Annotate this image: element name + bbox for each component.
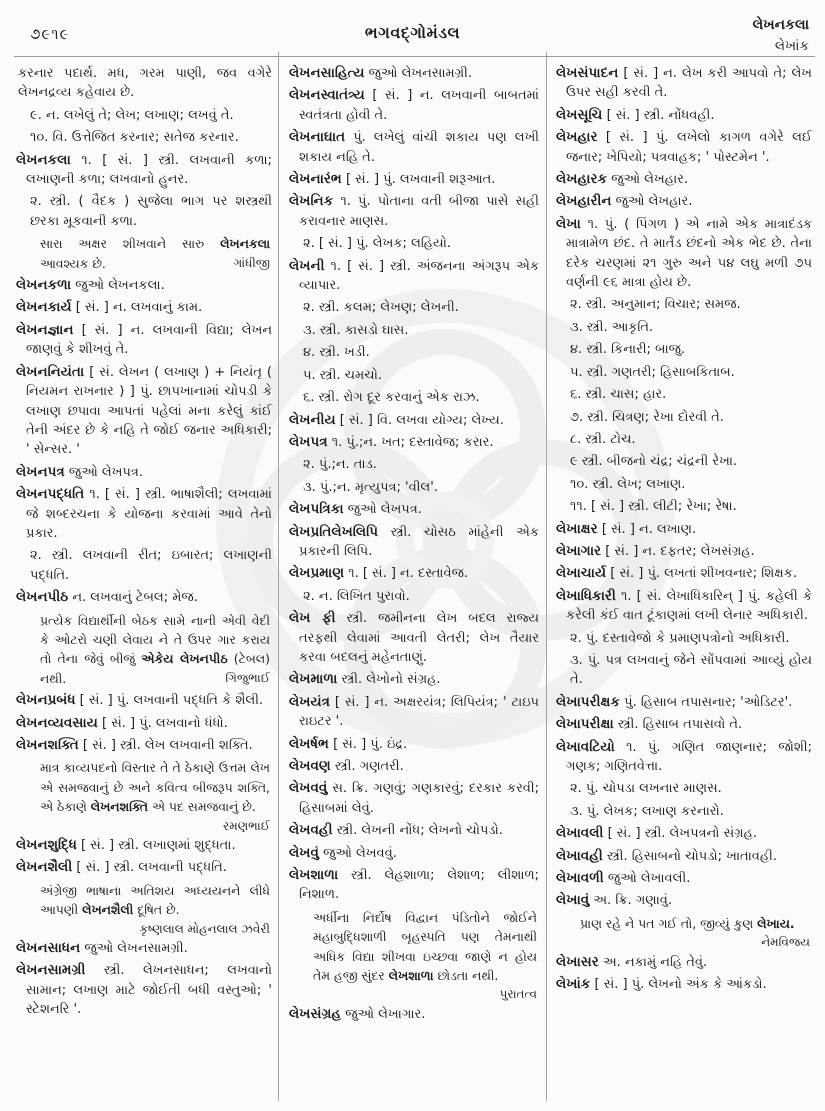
- headword: લેખહાર: [556, 129, 598, 146]
- headword: લેખપ્રતિલેખલિપિ: [289, 523, 379, 540]
- headword: લેખર્ષભ: [289, 735, 329, 752]
- headword: લેખપ્રમાણ: [289, 565, 345, 582]
- sense-item: [570, 497, 812, 516]
- entry-text: [ સં. ] સ્ત્રી. લેખ લખવાની શક્તિ.: [82, 738, 253, 753]
- sense-item: [570, 363, 812, 382]
- entry-text: ૨. ન. લિખિત પુરાવો.: [303, 588, 410, 604]
- headword: લેખનકાર્ય: [16, 299, 72, 316]
- headword: લેખનારંભ: [289, 171, 342, 188]
- entry-text: [ સં. ] પું. લખવાની પદ્ધતિ કે શૈલી.: [79, 693, 264, 709]
- entry-text: એ પદ સમજવાનું છે.: [147, 799, 256, 815]
- dictionary-entry: [289, 411, 539, 430]
- entry-text: પ્રાણ રહે ને પત ગઈ તો, જીવ્યું કુણ: [580, 915, 758, 931]
- dictionary-entry: [289, 170, 539, 189]
- entry-text: [ સં. ] વિ. લખવા યોગ્ય; લેખ્ય.: [339, 412, 504, 428]
- quote: [580, 914, 810, 950]
- dictionary-entry: [289, 609, 539, 667]
- quote: [40, 758, 270, 833]
- entry-text: [ સં. ] ન. લખાણ.: [601, 521, 697, 537]
- dictionary-entry: [289, 564, 539, 583]
- sense-item: [570, 475, 812, 494]
- emphasized-text: લેખાય.: [757, 915, 795, 931]
- sense-item: [303, 455, 539, 474]
- emphasized-text: લેખનશક્તિ: [90, 799, 148, 815]
- dictionary-entry: [556, 106, 812, 125]
- entry-text: [ સં. ] ન. લખવાનું કામ.: [75, 300, 203, 316]
- dictionary-entry: [556, 587, 812, 626]
- headword: લેખાપરીક્ષક: [556, 693, 620, 710]
- entry-text: [ સં. ] પું. લખવાની શરૂઆત.: [345, 172, 496, 188]
- sense-item: [570, 340, 812, 359]
- entry-text: ૧૦. વિ. ઉત્તેજિત કરનાર; સતેજ કરનાર.: [30, 130, 239, 146]
- entry-text: કરનાર પદાર્થ. મધ, ગરમ પાણી, જવ વગેરે લેખનદ્રવ્ય કહેવાય છે.: [18, 66, 272, 101]
- dictionary-entry: [556, 715, 812, 734]
- running-head: [753, 15, 809, 56]
- entry-continuation: [18, 64, 272, 103]
- entry-text: સ્ત્રી. લેખોનો સંગ્રહ.: [341, 672, 441, 688]
- entry-text: ૨. પું. દસ્તાવેજો કે પ્રમાણપત્રોનો અધિકારી.: [570, 630, 790, 646]
- sense-item: [303, 366, 539, 385]
- column-3: [556, 64, 812, 997]
- headword: લેખનવ્યવસાય: [16, 714, 98, 731]
- quote: [40, 611, 270, 689]
- column-divider: [278, 52, 279, 1101]
- entry-text: ૧. પું.;ન. ખત; દસ્તાવેજ; કરાર.: [331, 434, 494, 450]
- page-number: ૭૯૧૯: [30, 25, 70, 43]
- dictionary-entry: [16, 276, 272, 295]
- entry-text: ૨. [ સં. ] પું. લેખક; લહિયો.: [303, 236, 452, 252]
- sense-item: [30, 106, 272, 125]
- headword: લેખાપરીક્ષા: [556, 716, 614, 733]
- headword: લેખનપીઠ: [16, 589, 69, 606]
- entry-text: અ. ક્રિ. ગણાવું.: [593, 893, 673, 909]
- entry-text: [ સં. ] પું. લેખનો અંક કે આંકડો.: [594, 977, 767, 993]
- dictionary-entry: [289, 779, 539, 818]
- headword: લેખશાળા: [289, 867, 339, 884]
- headword: લેખનિક: [289, 193, 334, 210]
- entry-text: સ્ત્રી. જમીનના લેખ બદલ રાજ્ય તરફથી લેવામાં આવતી લેતરી; લેખ તૈયાર કરવા બદલનું મહેનતાણું.: [299, 611, 539, 665]
- dictionary-entry: [289, 433, 539, 452]
- headword: લેખહારક: [556, 171, 608, 188]
- entry-text: દૂષિત છે.: [133, 902, 180, 918]
- entry-text: જુઓ લેખનકલા.: [75, 278, 165, 294]
- column-divider: [546, 52, 547, 1101]
- dictionary-entry: [16, 298, 272, 317]
- entry-text: ૧૦. સ્ત્રી. લેખ; લખાણ.: [570, 476, 686, 492]
- dictionary-entry: [556, 170, 812, 189]
- attribution: કૃષ્ણલાલ મોહનલાલ ઝવેરી: [139, 921, 270, 936]
- entry-text: [ સં. ] પું. લખેલો કાગળ વગેરે લઈ જનાર; ખેપિયો; પત્રવાહક; ' પોસ્ટમેન '.: [566, 130, 812, 165]
- headword: લેખવવું: [289, 780, 328, 797]
- headword: લેખાંક: [556, 976, 591, 993]
- dictionary-entry: [16, 939, 272, 958]
- entry-text: ૫. સ્ત્રી. ગણતરી; હિસાબકિતાબ.: [570, 364, 735, 380]
- entry-text: સ્ત્રી. લેખની નોંધ; લેખનો ચોપડો.: [336, 823, 503, 839]
- entry-text: જુઓ લેખહાર.: [615, 194, 693, 210]
- entry-text: ૨. પું.;ન. તાડ.: [303, 457, 377, 473]
- sense-item: [570, 779, 812, 798]
- entry-text: [ સં. ] પું. ઇંદ્ર.: [333, 736, 408, 752]
- dictionary-entry: [556, 738, 812, 777]
- dictionary-entry: [16, 858, 272, 877]
- entry-text: પું. લખેલું વાંચી શકાય પણ લખી શકાય નહિ તે.: [299, 130, 540, 165]
- headword: લેખવણ: [289, 758, 331, 774]
- headword: લેખનશૈલી: [16, 859, 73, 876]
- headword: લેખસંપાદન: [556, 65, 619, 81]
- headword: લેખનનિયંતા: [16, 363, 85, 380]
- dictionary-entry: [289, 693, 539, 732]
- headword: લેખનપત્ર: [16, 463, 65, 480]
- dictionary-entry: [16, 836, 272, 855]
- dictionary-entry: [16, 714, 272, 733]
- entry-text: સારા અક્ષર શીખવાને સારુ: [40, 236, 221, 252]
- sense-item: [30, 192, 272, 231]
- entry-text: પ્રત્યેક વિદ્યાર્થીની બેઠક સામે નાની એવી વેદી કે ઓટરો ચણી લેવાય ને તે ઉપર ગાર કરાય તો તેના જેવું બીજું: [40, 612, 270, 667]
- emphasized-text: લેખશાળા: [388, 968, 434, 984]
- dictionary-entry: [289, 866, 539, 905]
- sense-item: [570, 408, 812, 427]
- entry-text: ૪. સ્ત્રી. કિનારી; બાજુ.: [570, 342, 686, 358]
- running-head-first-entry: લેખનકલા: [752, 17, 809, 33]
- entry-text: ૨. સ્ત્રી. લખવાની રીત; ઇબારત; લખાણની પદ્ધતિ.: [30, 548, 272, 583]
- headword: લેખનાઘાત: [289, 129, 346, 146]
- entry-text: [ સં. ] સ્ત્રી. લેખપત્રનો સંગ્રહ.: [607, 826, 757, 842]
- entry-text: ૮. સ્ત્રી. ટોચ.: [570, 431, 636, 447]
- headword: લેખનપદ્ધતિ: [16, 486, 85, 503]
- entry-text: સ્ત્રી. લેખનસાધન; લખવાનો સામાન; લખાણ માટે જોઈતી બધી વસ્તુઓ; ' સ્ટેશનરિ '.: [26, 963, 272, 1018]
- sense-item: [570, 651, 812, 690]
- sense-item: [570, 295, 812, 314]
- entry-text: ૩. સ્ત્રી. કાસડો ઘાસ.: [303, 322, 409, 338]
- headword: લેખપત્રિકા: [289, 501, 344, 518]
- headword: લેખાવલી: [556, 825, 604, 842]
- headword: લેખપત્ર: [289, 433, 328, 450]
- dictionary-entry: [16, 321, 272, 360]
- headword: લેખનકળા: [16, 277, 72, 294]
- headword: લેખનજ્ઞાન: [16, 321, 74, 338]
- headword: લેખમાળા: [289, 671, 338, 688]
- dictionary-entry: [556, 869, 812, 888]
- dictionary-entry: [289, 500, 539, 519]
- entry-text: માત્ર કાવ્યપદનો વિસ્તાર તે તે ઠેકાણે ઉત્તમ લેખ એ સમજવાનું છે અને કવિત્વ બીજરૂપ શક્તિ, એ ઠેકાણે: [40, 760, 270, 815]
- entry-text: જુઓ લેખવવું.: [323, 845, 397, 861]
- entry-text: સ્ત્રી. હિસાબ તપાસવો તે.: [617, 717, 743, 733]
- entry-text: જુઓ લેખાવલી.: [607, 871, 691, 887]
- entry-text: ૩. પું. લેખક; લખાણ કરનારો.: [570, 803, 724, 819]
- dictionary-entry: [556, 847, 812, 866]
- sense-item: [303, 587, 539, 606]
- entry-text: છોડતા નથી.: [433, 968, 499, 984]
- page-title: ભગવદ્ગોમંડલ: [364, 23, 461, 42]
- entry-text: ૯. ન. લખેલું તે; લેખ; લખાણ; લખવું તે.: [30, 107, 234, 123]
- quote: [40, 234, 270, 273]
- sense-item: [570, 430, 812, 449]
- sense-item: [30, 128, 272, 147]
- dictionary-entry: [556, 64, 812, 103]
- dictionary-entry: [289, 670, 539, 689]
- dictionary-entry: [289, 64, 539, 83]
- dictionary-entry: [16, 363, 272, 460]
- entry-text: ૧. પું. ( પિંગળ ) એ નામે એક માત્રાદંડક માત્રામેળ છંદ. તે માર્તંડ છંદનો એક ભેદ છે. તેના દરેક ચરણમાં ૨૧ ગુરુ અને ૫૪ લઘુ મળી ૭૫ વર્ણની ૯૬ માત્રા હોય છે.: [566, 216, 813, 291]
- column-1: [16, 64, 272, 1023]
- dictionary-entry: [289, 1005, 539, 1024]
- dictionary-entry: [556, 564, 812, 583]
- sense-item: [570, 629, 812, 648]
- dictionary-entry: [16, 588, 272, 607]
- entry-text: [ સં. ] સ્ત્રી. લખવાની પદ્ધતિ.: [76, 860, 227, 876]
- entry-text: ૬. સ્ત્રી. રોગ દૂર કરવાનું એક રાઝ.: [303, 390, 480, 406]
- attribution: ગાંધીજી: [233, 255, 270, 270]
- attribution: ગિજુભાઈ: [225, 670, 270, 685]
- headword: લેખવહી: [289, 822, 333, 839]
- entry-text: ૪. સ્ત્રી. ખડી.: [303, 345, 370, 361]
- entry-text: ૧. [ સં. ] સ્ત્રી. ભાષાશૈલી; લખવામાં જે શબ્દરચના કે યોજના કરવામાં આવે તેનો પ્રકાર.: [26, 487, 272, 541]
- entry-text: ૧. પું. પોતાના વતી બીજા પાસે સહી કરાવનાર માણસ.: [299, 194, 540, 229]
- entry-text: ૫. સ્ત્રી. ચમચો.: [303, 367, 382, 383]
- entry-text: ૬. સ્ત્રી. ચાસ; હાર.: [570, 387, 667, 403]
- sense-item: [303, 343, 539, 362]
- headword: લેખાક્ષર: [556, 520, 598, 537]
- entry-text: જુઓ લેખનસામગ્રી.: [84, 941, 188, 957]
- dictionary-entry: [16, 691, 272, 710]
- dictionary-entry: [289, 844, 539, 863]
- attribution: રમણભાઈ: [223, 818, 270, 833]
- entry-text: ૧. [ સં. ] ન. દસ્તાવેજ.: [348, 566, 469, 582]
- header-rule: [14, 56, 815, 57]
- sense-item: [303, 298, 539, 317]
- entry-text: [ સં. ] ન. લેખ કરી આપવો તે; લેખ ઉપર સહી કરવી તે.: [566, 66, 812, 101]
- entry-text: જુઓ લેખપત્ર.: [68, 464, 143, 480]
- dictionary-entry: [289, 128, 539, 167]
- entry-text: [ સં. ] પું. લખવાનો ધંધો.: [102, 715, 228, 731]
- entry-text: ૨. સ્ત્રી. ( વૈદક ) સુજેલા ભાગ પર શસ્ત્રથી છરકા મૂકવાની કળા.: [30, 194, 272, 229]
- entry-text: જુઓ લેખાગાર.: [345, 1006, 426, 1022]
- entry-text: જુઓ લેખહાર.: [611, 172, 688, 188]
- entry-text: [ સં. ] સ્ત્રી. નોંધવહી.: [606, 107, 715, 123]
- sense-item: [303, 388, 539, 407]
- headword: લેખાચાર્ય: [556, 565, 607, 582]
- dictionary-entry: [16, 961, 272, 1019]
- headword: લેખાધિકારી: [556, 587, 616, 604]
- headword: લેખાવહી: [556, 847, 603, 864]
- entry-text: સ્ત્રી. લેહશાળા; લેશાળ; લીશાળ; નિશાળ.: [299, 868, 539, 903]
- entry-text: [ સં. લેખન ( લખાણ ) + નિયંતૃ ( નિયમન રાખનાર ) ] પું. છાપખાનામાં ચોપડી કે લખાણ છપાવા આપતાં પહેલાં મના કરેલું કાંઈ તેની અંદર છે કે નહિ તે જોઈ જનાર અધિકારી; ' સેન્સર. ': [26, 364, 272, 458]
- headword: લેખનસામગ્રી: [16, 962, 86, 979]
- dictionary-entry: [289, 523, 539, 562]
- headword: લેખનસાહિત્ય: [289, 65, 365, 81]
- entry-text: પું. હિસાબ તપાસનાર; 'ઓડિટર'.: [624, 694, 793, 710]
- headword: લેખ ફી: [289, 610, 336, 627]
- entry-text: ૧. [ સં. લેખાધિકારિન્ ] પું. કહેલી કે કરેલી કંઈ વાત ટૂંકાણમાં લખી લેનાર અધિકારી.: [566, 588, 812, 624]
- headword: લેખા: [556, 215, 581, 232]
- headword: લેખાસર: [556, 953, 599, 970]
- dictionary-entry: [289, 86, 539, 125]
- entry-text: ૩. પું.;ન. મૃત્યુપત્ર; 'વીલ'.: [303, 479, 438, 495]
- sense-item: [303, 234, 539, 253]
- sense-item: [30, 546, 272, 585]
- headword: લેખસંગ્રહ: [289, 1005, 342, 1022]
- dictionary-entry: [289, 257, 539, 296]
- dictionary-entry: [16, 485, 272, 543]
- entry-text: આવશ્યક છે.: [40, 255, 106, 271]
- entry-text: ૧. [ સં. ] સ્ત્રી. અંજનના અંગરૂપ એક વ્યાપાર.: [299, 258, 539, 294]
- sense-item: [570, 802, 812, 821]
- entry-text: અર્ધીના નિર્દોષ વિદ્વાન પંડિતોને જોઈને મહાબુદ્ધિશાળી બૃહસ્પતિ પણ તેમનાથી અધિક વિદ્યા શીખવા ઇચ્છવા જાણે ન હોય તેમ હજી સુંદર: [313, 909, 537, 984]
- entry-text: સ્ત્રી. હિસાબનો ચોપડો; ખાતાવહી.: [606, 848, 777, 864]
- emphasized-text: લેખનકલા: [220, 236, 270, 252]
- entry-text: ન. લખવાનું ટેબલ; મેજ.: [72, 590, 198, 606]
- headword: લેખનસ્વાતંત્ર્ય: [289, 87, 365, 104]
- sense-item: [570, 452, 812, 471]
- dictionary-entry: [289, 192, 539, 231]
- entry-text: [ સં. ] ન. લખવાની વિદ્યા; લેખન જાણવું કે શીખવું તે.: [26, 322, 273, 358]
- entry-text: ૩. પું. પત્ર લખવાનું જેને સોંપવામાં આવ્યું હોય તે.: [570, 652, 812, 688]
- entry-text: જુઓ લેખપત્ર.: [347, 502, 422, 518]
- sense-item: [303, 478, 539, 497]
- entry-text: જુઓ લેખનસામગ્રી.: [368, 66, 473, 81]
- headword: લેખનશક્તિ: [16, 737, 79, 753]
- entry-text: [ સં. ] ન. લખવાની બાબતમાં સ્વતંત્રતા હોવી તે.: [299, 88, 539, 123]
- entry-text: ૨. સ્ત્રી. અનુમાન; વિચાર; સમજ.: [570, 297, 741, 313]
- headword: લેખાવું: [556, 892, 590, 909]
- dictionary-entry: [16, 151, 272, 190]
- entry-text: સ્ત્રી. ગણતરી.: [334, 759, 404, 774]
- entry-text: ૨. પું. ચોપડા લખનાર માણસ.: [570, 781, 722, 797]
- dictionary-entry: [289, 735, 539, 754]
- dictionary-entry: [16, 463, 272, 482]
- headword: લેખાવળી: [556, 870, 604, 887]
- headword: લેખની: [289, 257, 325, 274]
- headword: લેખયંત્ર: [289, 693, 330, 710]
- entry-text: ૭. સ્ત્રી. ચિત્રણ; રેખા દોરવી તે.: [570, 409, 724, 425]
- entry-text: ૧૧. [ સં. ] સ્ત્રી. લીટી; રેખા; રેષા.: [570, 499, 737, 515]
- dictionary-entry: [556, 215, 812, 293]
- dictionary-entry: [556, 542, 812, 561]
- attribution: નેમવિજય: [761, 935, 810, 950]
- entry-text: ૧. [ સં. ] સ્ત્રી. લખવાની કળા; લખાણની કળા; લખવાનો હુનર.: [26, 152, 272, 188]
- column-2: [289, 64, 539, 1027]
- dictionary-entry: [556, 824, 812, 843]
- dictionary-entry: [556, 520, 812, 539]
- headword: લેખાવટિયો: [556, 738, 615, 755]
- attribution: પુરાતત્વ: [499, 987, 537, 1002]
- running-head-last-entry: લેખાંક: [774, 38, 809, 54]
- entry-text: અંગ્રેજી ભાષાના અતિશય અધ્યયનને લીધે આપણી: [40, 882, 270, 918]
- entry-text: સ્ત્રી. ચોસઠ માંહેની એક પ્રકારની લિપિ.: [299, 524, 539, 559]
- entry-text: [ સં. ] સ્ત્રી. લખાણમાં શુદ્ધતા.: [81, 838, 236, 854]
- headword: લેખવું: [289, 844, 319, 861]
- sense-item: [570, 318, 812, 337]
- dictionary-entry: [556, 192, 812, 211]
- emphasized-text: એકેય લેખનપીઠ: [141, 651, 228, 667]
- dictionary-entry: [289, 757, 539, 776]
- headword: લેખનશુદ્ધિ: [16, 837, 77, 854]
- dictionary-entry: [556, 953, 812, 972]
- quote: [40, 881, 270, 936]
- entry-text: [ સં. ] પું. લખતાં શીખવનાર; શિક્ષક.: [610, 566, 797, 582]
- entry-text: ૧. પું. ગણિત જાણનાર; જોશી; ગણક; ગણિતવેત્તા.: [566, 739, 813, 774]
- headword: લેખનસાધન: [16, 940, 81, 957]
- entry-text: (ટેબલ) નથી.: [40, 651, 270, 686]
- dictionary-entry: [556, 693, 812, 712]
- dictionary-entry: [556, 975, 812, 994]
- dictionary-entry: [556, 128, 812, 167]
- quote: [313, 908, 537, 1002]
- entry-text: ૨. સ્ત્રી. કલમ; લેખણ; લેખની.: [303, 300, 459, 316]
- headword: લેખહારીન: [556, 193, 612, 210]
- sense-item: [303, 321, 539, 340]
- headword: લેખનીય: [289, 411, 336, 428]
- headword: લેખનકલા: [16, 151, 71, 168]
- sense-item: [570, 385, 812, 404]
- headword: લેખસૂચિ: [556, 106, 603, 123]
- dictionary-entry: [16, 736, 272, 755]
- dictionary-entry: [556, 891, 812, 910]
- dictionary-entry: [289, 821, 539, 840]
- headword: લેખનપ્રબંધ: [16, 692, 76, 709]
- entry-text: ૯ સ્ત્રી. બીજનો ચંદ્ર; ચંદ્રની રેખા.: [570, 454, 738, 470]
- entry-text: [ સં. ] ન. અક્ષરયંત્ર; લિપિયંત્ર; ' ટાઇપ રાઇટર '.: [299, 694, 539, 730]
- headword: લેખાગાર: [556, 542, 602, 559]
- entry-text: ૩. સ્ત્રી. આકૃતિ.: [570, 319, 654, 335]
- entry-text: [ સં. ] ન. દફતર; લેખસંગ્રહ.: [605, 543, 755, 559]
- entry-text: અ. નકામું નહિ તેવું.: [602, 954, 708, 970]
- emphasized-text: લેખનશૈલી: [82, 902, 134, 918]
- entry-text: સ. ક્રિ. ગણવું; ગણકારવું; દરકાર કરવી; હિસાબમાં લેવું.: [299, 781, 540, 816]
